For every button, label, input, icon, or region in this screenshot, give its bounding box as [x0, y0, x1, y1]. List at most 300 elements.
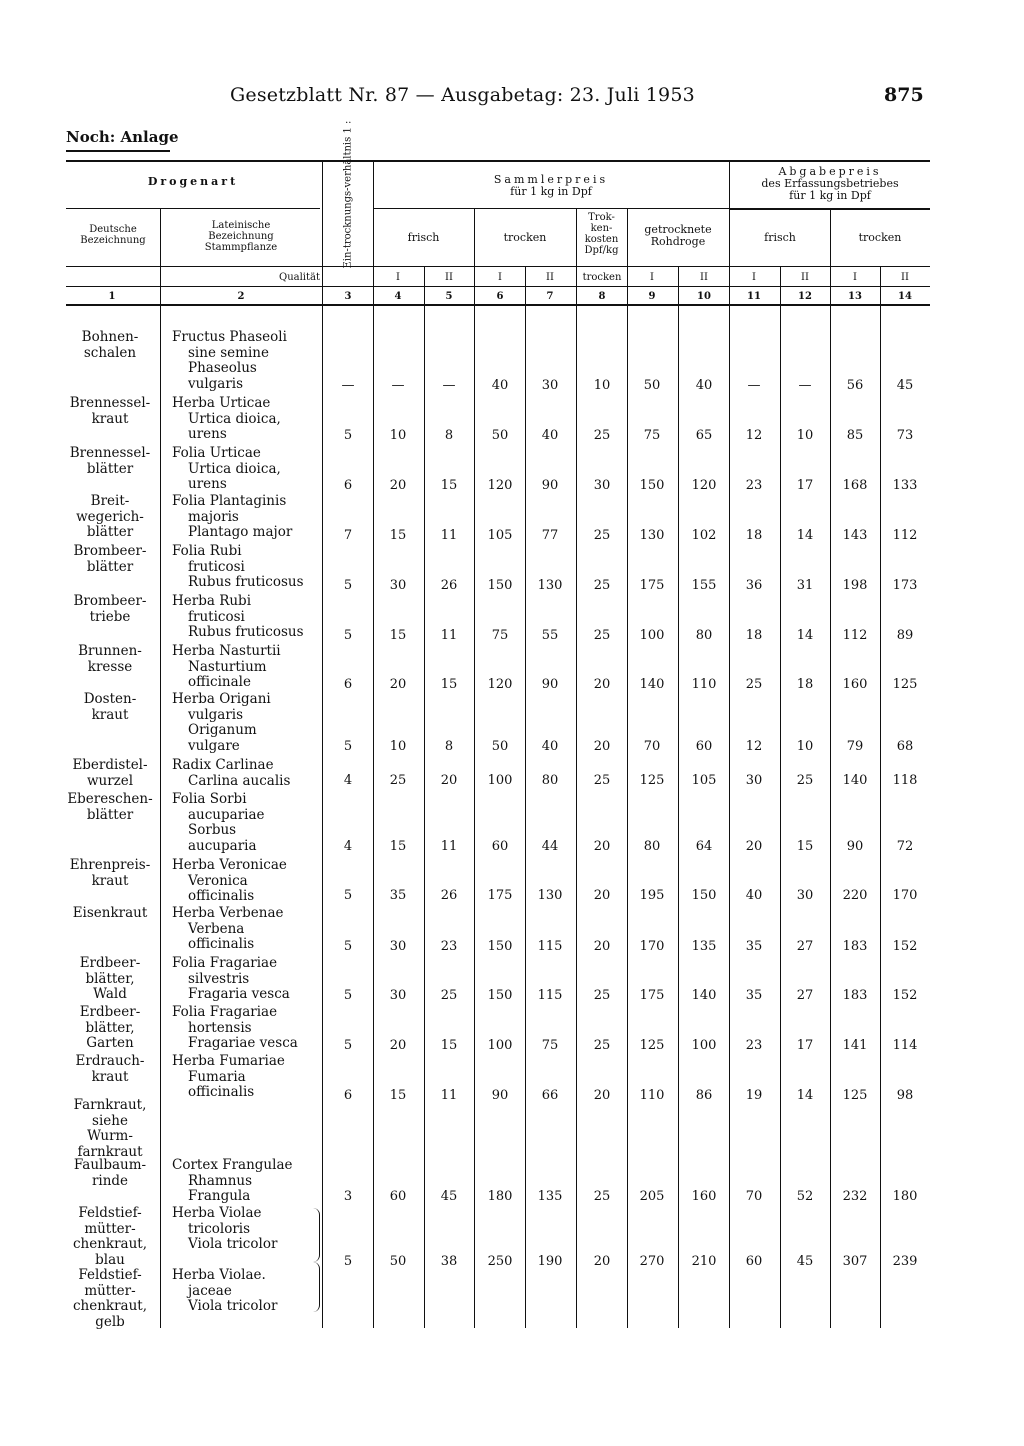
german-name-line: farnkraut	[77, 1143, 143, 1160]
table-cell: 20	[440, 773, 458, 788]
latin-name-line: Fragaria vesca	[188, 986, 290, 1002]
latin-name-line: Frangula	[188, 1188, 251, 1204]
table-cell: 45	[796, 1254, 814, 1269]
vrule-2	[322, 160, 323, 1328]
german-name-line: triebe	[89, 608, 131, 625]
qualitaet-label: II	[901, 272, 909, 283]
table-cell: 23	[440, 939, 458, 954]
table-cell: 170	[892, 888, 918, 903]
qualitaet-label: I	[752, 272, 756, 283]
german-name	[64, 1206, 156, 1268]
table-cell: 120	[691, 478, 717, 493]
table-cell: 26	[440, 888, 458, 903]
page-number: 875	[884, 84, 924, 106]
table-cell: 133	[892, 478, 918, 493]
german-name-line: wurzel	[86, 772, 134, 789]
latin-name-line: Folia Fragariae	[172, 1004, 278, 1020]
column-number: 9	[648, 291, 656, 302]
german-name-line: Erdbeer-	[79, 955, 141, 971]
table-cell: 20	[593, 888, 611, 903]
latin-name-line: Urtica dioica,	[188, 460, 281, 477]
latin-name-line: Herba Verbenae	[172, 905, 284, 921]
rule-colnumbers	[66, 304, 930, 306]
table-cell: 4	[343, 839, 353, 854]
header-sammlerpreis	[373, 174, 729, 198]
header-abgabe-line: Abgabepreis	[778, 165, 882, 178]
latin-name-line: urens	[188, 426, 227, 442]
table-cell: 35	[389, 888, 407, 903]
table-cell: 10	[389, 739, 407, 754]
table-cell: 14	[796, 628, 814, 643]
latin-name-line: Sorbus	[188, 822, 237, 838]
latin-name-line: aucuparia	[188, 837, 257, 854]
latin-name-line: Nasturtium	[188, 658, 267, 675]
latin-name-line: Origanum	[188, 722, 257, 738]
table-cell: 25	[389, 773, 407, 788]
table-cell: 30	[389, 988, 407, 1003]
table-cell: 75	[491, 628, 509, 643]
table-cell: 125	[639, 1038, 665, 1053]
german-name-line: kraut	[91, 410, 129, 427]
latin-name-line: Urtica dioica,	[188, 410, 281, 427]
latin-name	[172, 1206, 322, 1253]
table-cell: 170	[639, 939, 665, 954]
latin-name	[172, 644, 322, 691]
table-cell: 17	[796, 1038, 814, 1053]
latin-name	[172, 446, 322, 493]
header-la-line: Lateinische	[211, 220, 271, 231]
table-cell: 64	[695, 839, 713, 854]
latin-name-line: silvestris	[188, 970, 250, 987]
table-cell: 27	[796, 988, 814, 1003]
header-abgabepreis	[730, 166, 930, 202]
column-number: 10	[697, 291, 711, 302]
section-underline	[66, 150, 170, 152]
table-cell: 183	[842, 988, 868, 1003]
german-name-line: Erdbeer-	[79, 1004, 141, 1020]
german-name	[64, 1098, 156, 1160]
header-trockenkosten	[576, 212, 627, 256]
table-cell: 143	[842, 528, 868, 543]
table-cell: 30	[593, 478, 611, 493]
table-cell: 55	[541, 628, 559, 643]
latin-name	[172, 544, 322, 591]
rule-subheader	[66, 266, 930, 267]
header-drogenart: Drogenart	[147, 175, 239, 188]
qualitaet-label: I	[396, 272, 400, 283]
latin-name	[172, 396, 322, 443]
header-trocken: trocken	[503, 231, 547, 244]
german-name-line: siehe	[92, 1112, 128, 1129]
table-cell: 10	[389, 428, 407, 443]
table-cell: 19	[745, 1088, 763, 1103]
header-ratio-cell	[322, 120, 373, 268]
header-tk-line: kosten	[584, 234, 619, 245]
header-qualitaet: Qualität	[279, 272, 320, 283]
table-cell: 141	[842, 1038, 868, 1053]
table-cell: 20	[389, 1038, 407, 1053]
table-cell: 5	[343, 739, 353, 754]
table-cell: 90	[541, 478, 559, 493]
latin-name-line: Folia Fragariae	[172, 955, 278, 971]
table-cell: 89	[896, 628, 914, 643]
table-cell: 40	[491, 378, 509, 393]
header-abgabe-line: des Erfassungsbetriebes	[761, 177, 899, 190]
table-cell: 38	[440, 1254, 458, 1269]
table-cell: —	[747, 378, 761, 393]
table-cell: 180	[487, 1189, 513, 1204]
header-frisch: frisch	[407, 231, 440, 244]
table-cell: 40	[695, 378, 713, 393]
latin-name-line: fruticosi	[188, 558, 245, 575]
german-name	[64, 594, 156, 625]
table-cell: 112	[842, 628, 868, 643]
header-eintrocknungsverhaeltnis: Ein-trocknungs-verhältnis 1 :	[342, 120, 353, 268]
table-cell: 150	[487, 939, 513, 954]
table-cell: 155	[691, 578, 717, 593]
latin-name	[172, 330, 322, 392]
german-name-line: rinde	[91, 1172, 129, 1189]
german-name-line: Feldstief-	[78, 1267, 142, 1283]
latin-name-line: officinalis	[188, 1084, 255, 1100]
header-sammler-line: Sammlerpreis	[493, 173, 609, 186]
latin-name-line: Radix Carlinae	[172, 757, 274, 773]
table-cell: 175	[639, 988, 665, 1003]
table-cell: 27	[796, 939, 814, 954]
german-name-line: kraut	[91, 706, 129, 723]
table-cell: 118	[892, 773, 918, 788]
table-cell: —	[442, 378, 456, 393]
latin-name-line: Folia Urticae	[172, 445, 261, 461]
latin-name-line: Rubus fruticosus	[188, 624, 304, 640]
table-cell: 175	[487, 888, 513, 903]
column-number: 11	[747, 291, 761, 302]
table-cell: 183	[842, 939, 868, 954]
header-de-line: Bezeichnung	[80, 235, 146, 246]
table-cell: 160	[842, 677, 868, 692]
table-cell: 90	[541, 677, 559, 692]
table-cell: 114	[892, 1038, 918, 1053]
table-cell: 100	[487, 773, 513, 788]
latin-name-line: Viola tricolor	[188, 1298, 278, 1314]
latin-name	[172, 594, 322, 641]
table-cell: 11	[440, 528, 458, 543]
latin-name-line: Carlina aucalis	[188, 772, 291, 789]
table-cell: 8	[444, 428, 454, 443]
latin-name	[172, 858, 322, 905]
german-name-line: Wurm-	[87, 1128, 133, 1144]
german-name	[64, 544, 156, 575]
table-cell: 25	[593, 428, 611, 443]
column-number: 4	[394, 291, 402, 302]
german-name-line: blätter	[86, 524, 134, 540]
qualitaet-label: I	[650, 272, 654, 283]
table-cell: 20	[593, 677, 611, 692]
table-cell: 40	[541, 428, 559, 443]
latin-name	[172, 1158, 322, 1205]
table-cell: 100	[639, 628, 665, 643]
table-cell: 160	[691, 1189, 717, 1204]
vrule-1	[160, 306, 161, 1328]
german-name-line: gelb	[95, 1313, 125, 1330]
table-cell: 60	[491, 839, 509, 854]
latin-name-line: jaceae	[188, 1282, 232, 1299]
latin-name-line: Viola tricolor	[188, 1236, 278, 1252]
table-cell: 115	[537, 988, 563, 1003]
table-cell: 52	[796, 1189, 814, 1204]
latin-name	[172, 758, 322, 789]
table-cell: 20	[389, 478, 407, 493]
latin-name-line: fruticosi	[188, 608, 245, 625]
german-name	[64, 644, 156, 675]
table-cell: 239	[892, 1254, 918, 1269]
column-number: 1	[108, 291, 116, 302]
latin-name-line: Fructus Phaseoli	[172, 329, 287, 345]
latin-name-line: Folia Sorbi	[172, 791, 247, 807]
table-cell: 6	[343, 478, 353, 493]
table-cell: 80	[643, 839, 661, 854]
latin-name-line: Herba Violae	[172, 1205, 262, 1221]
column-number: 7	[546, 291, 554, 302]
latin-name-line: vulgaris	[188, 375, 244, 392]
table-cell: 17	[796, 478, 814, 493]
german-name-line: chenkraut,	[72, 1236, 148, 1252]
table-cell: 5	[343, 628, 353, 643]
table-cell: 11	[440, 839, 458, 854]
german-name	[64, 692, 156, 723]
latin-name	[172, 1268, 322, 1315]
table-cell: 25	[593, 773, 611, 788]
table-cell: 18	[745, 528, 763, 543]
table-cell: 10	[796, 428, 814, 443]
german-name-line: Bohnen-	[81, 329, 139, 345]
german-name-line: Feldstief-	[78, 1205, 142, 1221]
header-tk-line: Trok-	[588, 212, 615, 223]
header-tk-line: ken-	[590, 223, 613, 234]
table-cell: 60	[745, 1254, 763, 1269]
table-cell: 50	[491, 428, 509, 443]
table-cell: 60	[695, 739, 713, 754]
vrule-3	[373, 160, 374, 1328]
german-name-line: mütter-	[84, 1220, 136, 1237]
rule-sammler	[373, 208, 729, 209]
latin-name-line: Rubus fruticosus	[188, 574, 304, 590]
table-cell: 20	[745, 839, 763, 854]
german-name-line: Wald	[93, 986, 127, 1002]
column-number: 3	[344, 291, 352, 302]
header-abgabe-line: für 1 kg in Dpf	[789, 189, 871, 202]
table-cell: 5	[343, 1038, 353, 1053]
german-name-line: Faulbaum-	[73, 1157, 147, 1173]
table-cell: 10	[796, 739, 814, 754]
table-cell: 5	[343, 1254, 353, 1269]
table-top-rule	[66, 160, 930, 162]
header-lateinische-bezeichnung	[160, 220, 322, 253]
table-cell: 68	[896, 739, 914, 754]
table-cell: 80	[541, 773, 559, 788]
table-cell: 120	[487, 677, 513, 692]
table-cell: 26	[440, 578, 458, 593]
latin-name-line: officinale	[188, 674, 251, 690]
latin-name-line: officinalis	[188, 888, 255, 904]
german-name	[64, 494, 156, 541]
table-cell: 4	[343, 773, 353, 788]
latin-name-line: aucupariae	[188, 806, 265, 823]
latin-name-line: Herba Urticae	[172, 395, 271, 411]
german-name-line: Brennessel-	[69, 395, 151, 411]
table-cell: 56	[846, 378, 864, 393]
table-cell: 175	[639, 578, 665, 593]
table-cell: 23	[745, 478, 763, 493]
table-cell: 23	[745, 1038, 763, 1053]
vrule-6	[525, 266, 526, 1328]
column-number: 6	[496, 291, 504, 302]
qualitaet-label: I	[853, 272, 857, 283]
latin-name-line: Rhamnus	[188, 1172, 253, 1189]
latin-name-line: vulgare	[188, 737, 240, 754]
table-cell: 90	[846, 839, 864, 854]
german-name-line: Erdrauch-	[75, 1053, 145, 1069]
german-name-line: Farnkraut,	[73, 1097, 147, 1113]
latin-name-line: officinalis	[188, 936, 255, 952]
german-name-line: blätter	[86, 460, 134, 477]
table-cell: 120	[487, 478, 513, 493]
table-cell: 190	[537, 1254, 563, 1269]
german-name	[64, 1005, 156, 1052]
qualitaet-label: trocken	[582, 272, 622, 283]
table-cell: 100	[691, 1038, 717, 1053]
table-cell: 205	[639, 1189, 665, 1204]
table-cell: 79	[846, 739, 864, 754]
table-cell: 195	[639, 888, 665, 903]
table-cell: 40	[745, 888, 763, 903]
table-cell: 20	[389, 677, 407, 692]
table-cell: 18	[745, 628, 763, 643]
german-name-line: Brombeer-	[73, 543, 147, 559]
table-cell: —	[391, 378, 405, 393]
header-tk-line: Dpf/kg	[584, 245, 619, 256]
table-cell: 250	[487, 1254, 513, 1269]
german-name	[64, 1054, 156, 1085]
table-cell: 12	[745, 739, 763, 754]
latin-name-line: Cortex Frangulae	[172, 1157, 293, 1173]
header-gr-line: Rohdroge	[650, 235, 706, 248]
latin-name-line: Herba Nasturtii	[172, 643, 281, 659]
table-cell: 15	[440, 1038, 458, 1053]
latin-name	[172, 1054, 322, 1101]
table-cell: 72	[896, 839, 914, 854]
german-name-line: blätter,	[85, 970, 135, 987]
latin-name-line: Fumaria	[188, 1068, 246, 1085]
german-name	[64, 1158, 156, 1189]
header-trocken-abgabe: trocken	[858, 231, 902, 244]
table-cell: 7	[343, 528, 353, 543]
column-number: 8	[598, 291, 606, 302]
table-cell: 100	[487, 1038, 513, 1053]
table-cell: 30	[796, 888, 814, 903]
header-la-line: Bezeichnung	[208, 231, 274, 242]
german-name-line: Ebereschen-	[67, 791, 153, 807]
table-cell: 25	[593, 1189, 611, 1204]
table-cell: 6	[343, 677, 353, 692]
header-frisch-abgabe: frisch	[764, 231, 796, 244]
table-cell: 31	[796, 578, 814, 593]
german-name-line: Dosten-	[83, 691, 137, 707]
latin-name	[172, 906, 322, 953]
table-cell: 130	[537, 888, 563, 903]
table-cell: 3	[343, 1189, 353, 1204]
latin-name-line: Folia Plantaginis	[172, 493, 287, 509]
table-cell: 20	[593, 839, 611, 854]
table-cell: 150	[487, 578, 513, 593]
vrule-10	[729, 160, 730, 1328]
table-cell: —	[341, 378, 355, 393]
qualitaet-label: II	[445, 272, 453, 283]
table-cell: 152	[892, 939, 918, 954]
latin-name-line: Herba Violae.	[172, 1267, 266, 1283]
table-cell: 173	[892, 578, 918, 593]
german-name-line: blau	[95, 1251, 125, 1268]
column-number: 14	[898, 291, 912, 302]
latin-name-line: Plantago major	[188, 524, 293, 540]
german-name-line: kraut	[91, 872, 129, 889]
german-name	[64, 758, 156, 789]
rule-qualitaet	[66, 286, 930, 287]
german-name-line: blätter,	[85, 1019, 135, 1036]
table-cell: 35	[745, 939, 763, 954]
table-cell: 25	[593, 1038, 611, 1053]
section-label: Noch: Anlage	[66, 128, 179, 146]
german-name-line: blätter	[86, 806, 134, 823]
german-name-line: blätter	[86, 558, 134, 575]
table-cell: 44	[541, 839, 559, 854]
table-cell: 125	[639, 773, 665, 788]
column-number: 5	[445, 291, 453, 302]
table-cell: 112	[892, 528, 918, 543]
table-cell: 168	[842, 478, 868, 493]
table-cell: 30	[745, 773, 763, 788]
table-cell: 70	[643, 739, 661, 754]
table-cell: 45	[896, 378, 914, 393]
table-cell: 30	[389, 578, 407, 593]
table-cell: 25	[593, 578, 611, 593]
table-cell: 15	[440, 677, 458, 692]
latin-name-line: Herba Origani	[172, 691, 271, 707]
latin-name-line: Fragariae vesca	[188, 1035, 298, 1051]
latin-name	[172, 792, 322, 854]
table-cell: 198	[842, 578, 868, 593]
table-cell: 5	[343, 939, 353, 954]
table-cell: 70	[745, 1189, 763, 1204]
table-cell: 90	[491, 1088, 509, 1103]
table-cell: 130	[537, 578, 563, 593]
table-cell: 85	[846, 428, 864, 443]
table-cell: 11	[440, 628, 458, 643]
german-name-line: Eberdistel-	[72, 757, 148, 773]
vrule-8	[627, 208, 628, 1328]
german-name	[64, 396, 156, 427]
table-cell: 125	[842, 1088, 868, 1103]
latin-name-line: Veronica	[188, 872, 248, 889]
group-brace-upper	[313, 1208, 320, 1262]
latin-name-line: Phaseolus	[188, 360, 257, 376]
table-cell: 8	[444, 739, 454, 754]
header-deutsche-bezeichnung	[66, 224, 160, 246]
vrule-11	[780, 266, 781, 1328]
german-name	[64, 858, 156, 889]
table-cell: 40	[541, 739, 559, 754]
table-cell: 140	[691, 988, 717, 1003]
